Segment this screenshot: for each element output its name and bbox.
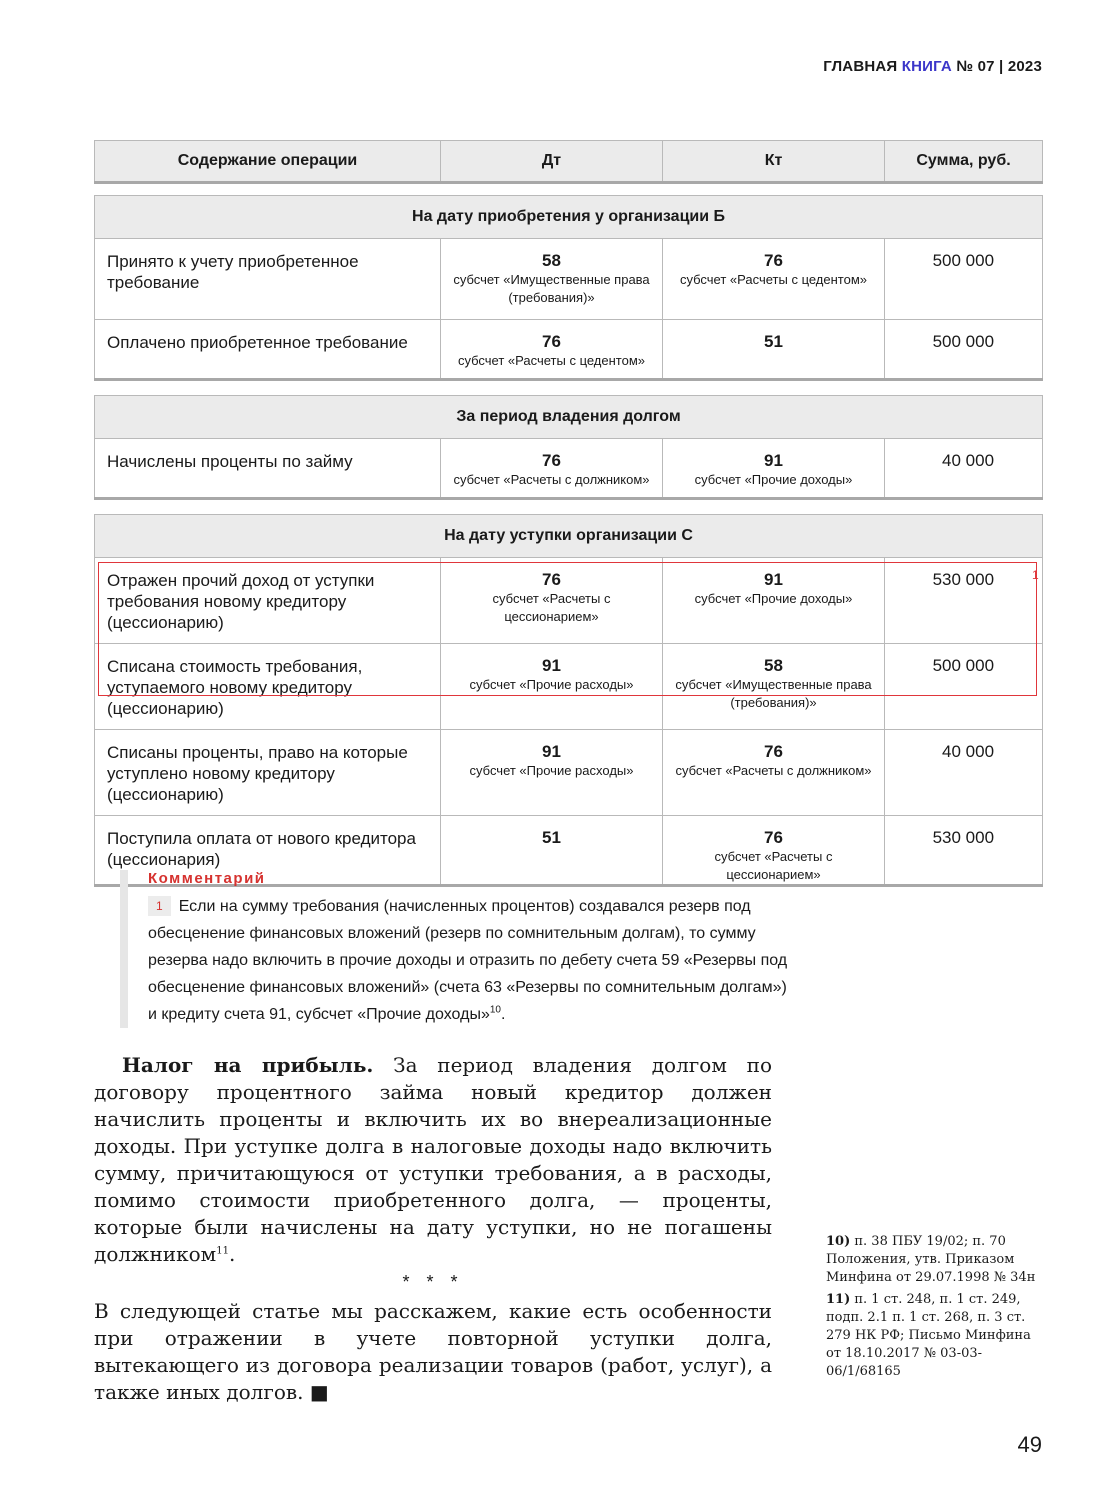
row-description: Отражен прочий доход от уступки требования новому кредитору (цессионарию)	[95, 558, 441, 644]
credit-subaccount: субсчет «Имущественные права (требования)»	[675, 677, 872, 710]
comment-title: Комментарий	[148, 870, 266, 887]
sum-cell: 500 000	[885, 239, 1043, 320]
credit-cell	[663, 730, 885, 816]
credit-subaccount: субсчет «Прочие доходы»	[694, 591, 853, 606]
sum-cell: 40 000	[885, 730, 1043, 816]
credit-account: 76	[764, 251, 783, 270]
footnotes	[826, 1233, 1048, 1385]
debit-account: 58	[542, 251, 561, 270]
debit-cell	[441, 644, 663, 730]
section-title: На дату приобретения у организации Б	[95, 196, 1043, 239]
credit-account: 91	[764, 570, 783, 589]
debit-subaccount: субсчет «Имущественные права (требования)»	[453, 272, 650, 305]
col-header-credit: Кт	[663, 141, 885, 183]
debit-subaccount: субсчет «Прочие расходы»	[469, 763, 634, 778]
section-title: За период владения долгом	[95, 396, 1043, 439]
comment-number: 1	[148, 896, 171, 916]
row-description: Поступила оплата от нового кредитора (цессионария)	[95, 816, 441, 886]
table-row	[95, 320, 1043, 380]
debit-account: 51	[542, 828, 561, 847]
sum-cell: 530 000	[885, 816, 1043, 886]
paragraph-next-article: В следующей статье мы расскажем, какие есть особенности при отражении в учете повторной уступки долга, вытекающего из договора реализации товаров (работ, услуг), а также иных долгов. ■	[94, 1299, 772, 1404]
col-header-sum: Сумма, руб.	[885, 141, 1043, 183]
credit-subaccount: субсчет «Прочие доходы»	[694, 472, 853, 487]
comment-body: Если на сумму требования (начисленных процентов) создавался резерв под обесценение финансовых вложений (резерв по сомнительным долгам), то сумму резерва надо включить в прочие доходы и отразить по дебету счета 59 «Резервы под обесценение финансовых вложений» (счета 63 «Резервы по сомнительным долгам») и кредиту счета 91, субсчет «Прочие доходы»	[148, 898, 788, 1023]
paragraph-heading: Налог на прибыль.	[122, 1053, 374, 1077]
credit-cell	[663, 644, 885, 730]
sum-cell: 500 000	[885, 320, 1043, 380]
debit-account: 76	[542, 332, 561, 351]
debit-cell	[441, 558, 663, 644]
comment-text	[148, 893, 788, 1028]
footnote-ref: 10	[489, 1004, 501, 1016]
credit-cell	[663, 439, 885, 499]
credit-account: 51	[764, 332, 783, 351]
debit-account: 76	[542, 570, 561, 589]
header-accent: КНИГА	[901, 58, 952, 75]
row-description: Начислены проценты по займу	[95, 439, 441, 499]
debit-subaccount: субсчет «Расчеты с цедентом»	[457, 353, 646, 368]
sum-cell: 530 000	[885, 558, 1043, 644]
footnote-number: 11)	[826, 1292, 851, 1307]
section-divider: * * *	[402, 1272, 464, 1292]
debit-subaccount: субсчет «Расчеты с должником»	[453, 472, 650, 487]
row-description: Списаны проценты, право на которые уступлено новому кредитору (цессионарию)	[95, 730, 441, 816]
table-row	[95, 558, 1043, 644]
sum-cell: 40 000	[885, 439, 1043, 499]
table-row	[95, 239, 1043, 320]
credit-account: 76	[764, 742, 783, 761]
header-title: ГЛАВНАЯ	[823, 58, 902, 75]
row-description: Оплачено приобретенное требование	[95, 320, 441, 380]
paragraph-text: За период владения долгом по договору процентного займа новый кредитор должен начислить проценты и включить их во внереализационные доходы. При уступке долга в налоговые доходы надо включить сумму, причитающуюся от уступки требования, а в расходы, помимо стоимости приобретенного долга, — проценты, которые были начислены на дату уступки, но не погашены должником	[94, 1053, 772, 1266]
credit-cell	[663, 320, 885, 380]
sum-cell: 500 000	[885, 644, 1043, 730]
footnote-ref: 11	[216, 1245, 229, 1257]
debit-cell	[441, 439, 663, 499]
magazine-header	[823, 58, 1042, 75]
debit-subaccount: субсчет «Расчеты с цессионарием»	[492, 591, 611, 624]
debit-cell	[441, 320, 663, 380]
table-row	[95, 644, 1043, 730]
table-row	[95, 730, 1043, 816]
table-row	[95, 439, 1043, 499]
row-description: Списана стоимость требования, уступаемого новому кредитору (цессионарию)	[95, 644, 441, 730]
credit-subaccount: субсчет «Расчеты с цедентом»	[679, 272, 868, 287]
debit-cell	[441, 239, 663, 320]
table-header	[94, 140, 1043, 184]
table-section	[94, 395, 1043, 500]
table-section	[94, 195, 1043, 381]
section-title: На дату уступки организации С	[95, 515, 1043, 558]
footnote-number: 10)	[826, 1234, 851, 1249]
paragraph-end: .	[228, 1242, 236, 1266]
footnote-text: п. 38 ПБУ 19/02; п. 70 Положения, утв. Приказом Минфина от 29.07.1998 № 34н	[826, 1234, 1036, 1285]
debit-cell	[441, 730, 663, 816]
comment-end: .	[500, 1006, 506, 1023]
credit-subaccount: субсчет «Расчеты с должником»	[675, 763, 872, 778]
credit-account: 76	[764, 828, 783, 847]
comment-box	[120, 870, 788, 1028]
footnote-item	[826, 1233, 1048, 1287]
row-description: Принято к учету приобретенное требование	[95, 239, 441, 320]
paragraph-profit-tax	[94, 1052, 772, 1268]
highlight-marker: 1	[1032, 568, 1039, 582]
table-section	[94, 514, 1043, 887]
credit-account: 58	[764, 656, 783, 675]
col-header-operation: Содержание операции	[95, 141, 441, 183]
credit-account: 91	[764, 451, 783, 470]
debit-account: 76	[542, 451, 561, 470]
debit-account: 91	[542, 742, 561, 761]
debit-subaccount: субсчет «Прочие расходы»	[469, 677, 634, 692]
footnote-item	[826, 1291, 1048, 1381]
credit-subaccount: субсчет «Расчеты с цессионарием»	[714, 849, 833, 882]
credit-cell	[663, 558, 885, 644]
credit-cell	[663, 239, 885, 320]
page-number: 49	[1017, 1432, 1042, 1457]
footnote-text: п. 1 ст. 248, п. 1 ст. 249, подп. 2.1 п. 1 ст. 268, п. 3 ст. 279 НК РФ; Письмо Минфина от 18.10.2017 № 03-03-06/1/68165	[826, 1292, 1031, 1379]
header-issue: № 07 | 2023	[951, 58, 1042, 75]
col-header-debit: Дт	[441, 141, 663, 183]
debit-account: 91	[542, 656, 561, 675]
